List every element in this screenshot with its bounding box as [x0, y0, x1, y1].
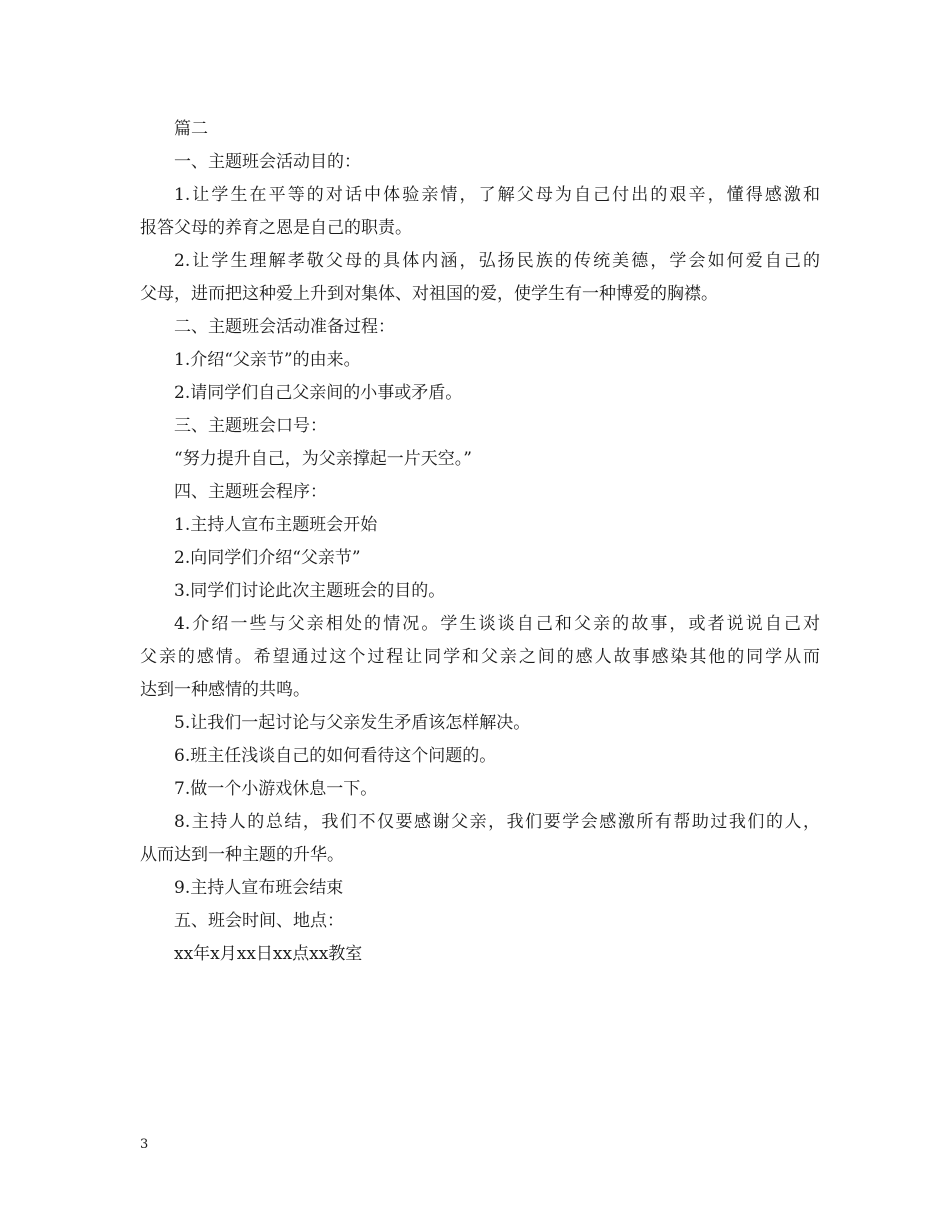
- list-item: 5.让我们一起讨论与父亲发生矛盾该怎样解决。: [174, 713, 531, 733]
- time-place: xx年x月xx日xx点xx教室: [174, 944, 363, 964]
- list-item: 9.主持人宣布班会结束: [174, 878, 344, 898]
- slogan: “努力提升自己，为父亲撑起一片天空。”: [174, 449, 472, 469]
- paragraph-line: 父母，进而把这种爱上升到对集体、对祖国的爱，使学生有一种博爱的胸襟。: [140, 284, 718, 304]
- heading-5: 五、班会时间、地点：: [174, 911, 344, 931]
- document-body: [140, 114, 820, 972]
- list-item: 3.同学们讨论此次主题班会的目的。: [174, 581, 446, 601]
- paragraph-line: 2.让学生理解孝敬父母的具体内涵，弘扬民族的传统美德，学会如何爱自己的: [174, 251, 820, 271]
- heading-4: 四、主题班会程序：: [174, 482, 327, 502]
- list-item-continued: 父亲的感情。希望通过这个过程让同学和父亲之间的感人故事感染其他的同学从而: [140, 647, 820, 667]
- heading-1: 一、主题班会活动目的：: [174, 152, 361, 172]
- list-item: 2.请同学们自己父亲间的小事或矛盾。: [174, 383, 463, 403]
- list-item-continued: 达到一种感情的共鸣。: [140, 680, 310, 700]
- list-item: 1.主持人宣布主题班会开始: [174, 515, 378, 535]
- list-item: 8.主持人的总结，我们不仅要感谢父亲，我们要学会感激所有帮助过我们的人，: [174, 812, 820, 832]
- list-item: 4.介绍一些与父亲相处的情况。学生谈谈自己和父亲的故事，或者说说自己对: [174, 614, 820, 634]
- heading-3: 三、主题班会口号：: [174, 416, 327, 436]
- section-title: 篇二: [174, 119, 208, 139]
- list-item: 6.班主任浅谈自己的如何看待这个问题的。: [174, 746, 497, 766]
- list-item: 2.向同学们介绍“父亲节”: [174, 548, 361, 568]
- page-number: 3: [140, 1137, 149, 1152]
- list-item: 1.介绍“父亲节”的由来。: [174, 350, 361, 370]
- paragraph-line: 报答父母的养育之恩是自己的职责。: [140, 218, 412, 238]
- paragraph-line: 1.让学生在平等的对话中体验亲情，了解父母为自己付出的艰辛，懂得感激和: [174, 185, 820, 205]
- heading-2: 二、主题班会活动准备过程：: [174, 317, 395, 337]
- list-item: 7.做一个小游戏休息一下。: [174, 779, 378, 799]
- list-item-continued: 从而达到一种主题的升华。: [140, 845, 344, 865]
